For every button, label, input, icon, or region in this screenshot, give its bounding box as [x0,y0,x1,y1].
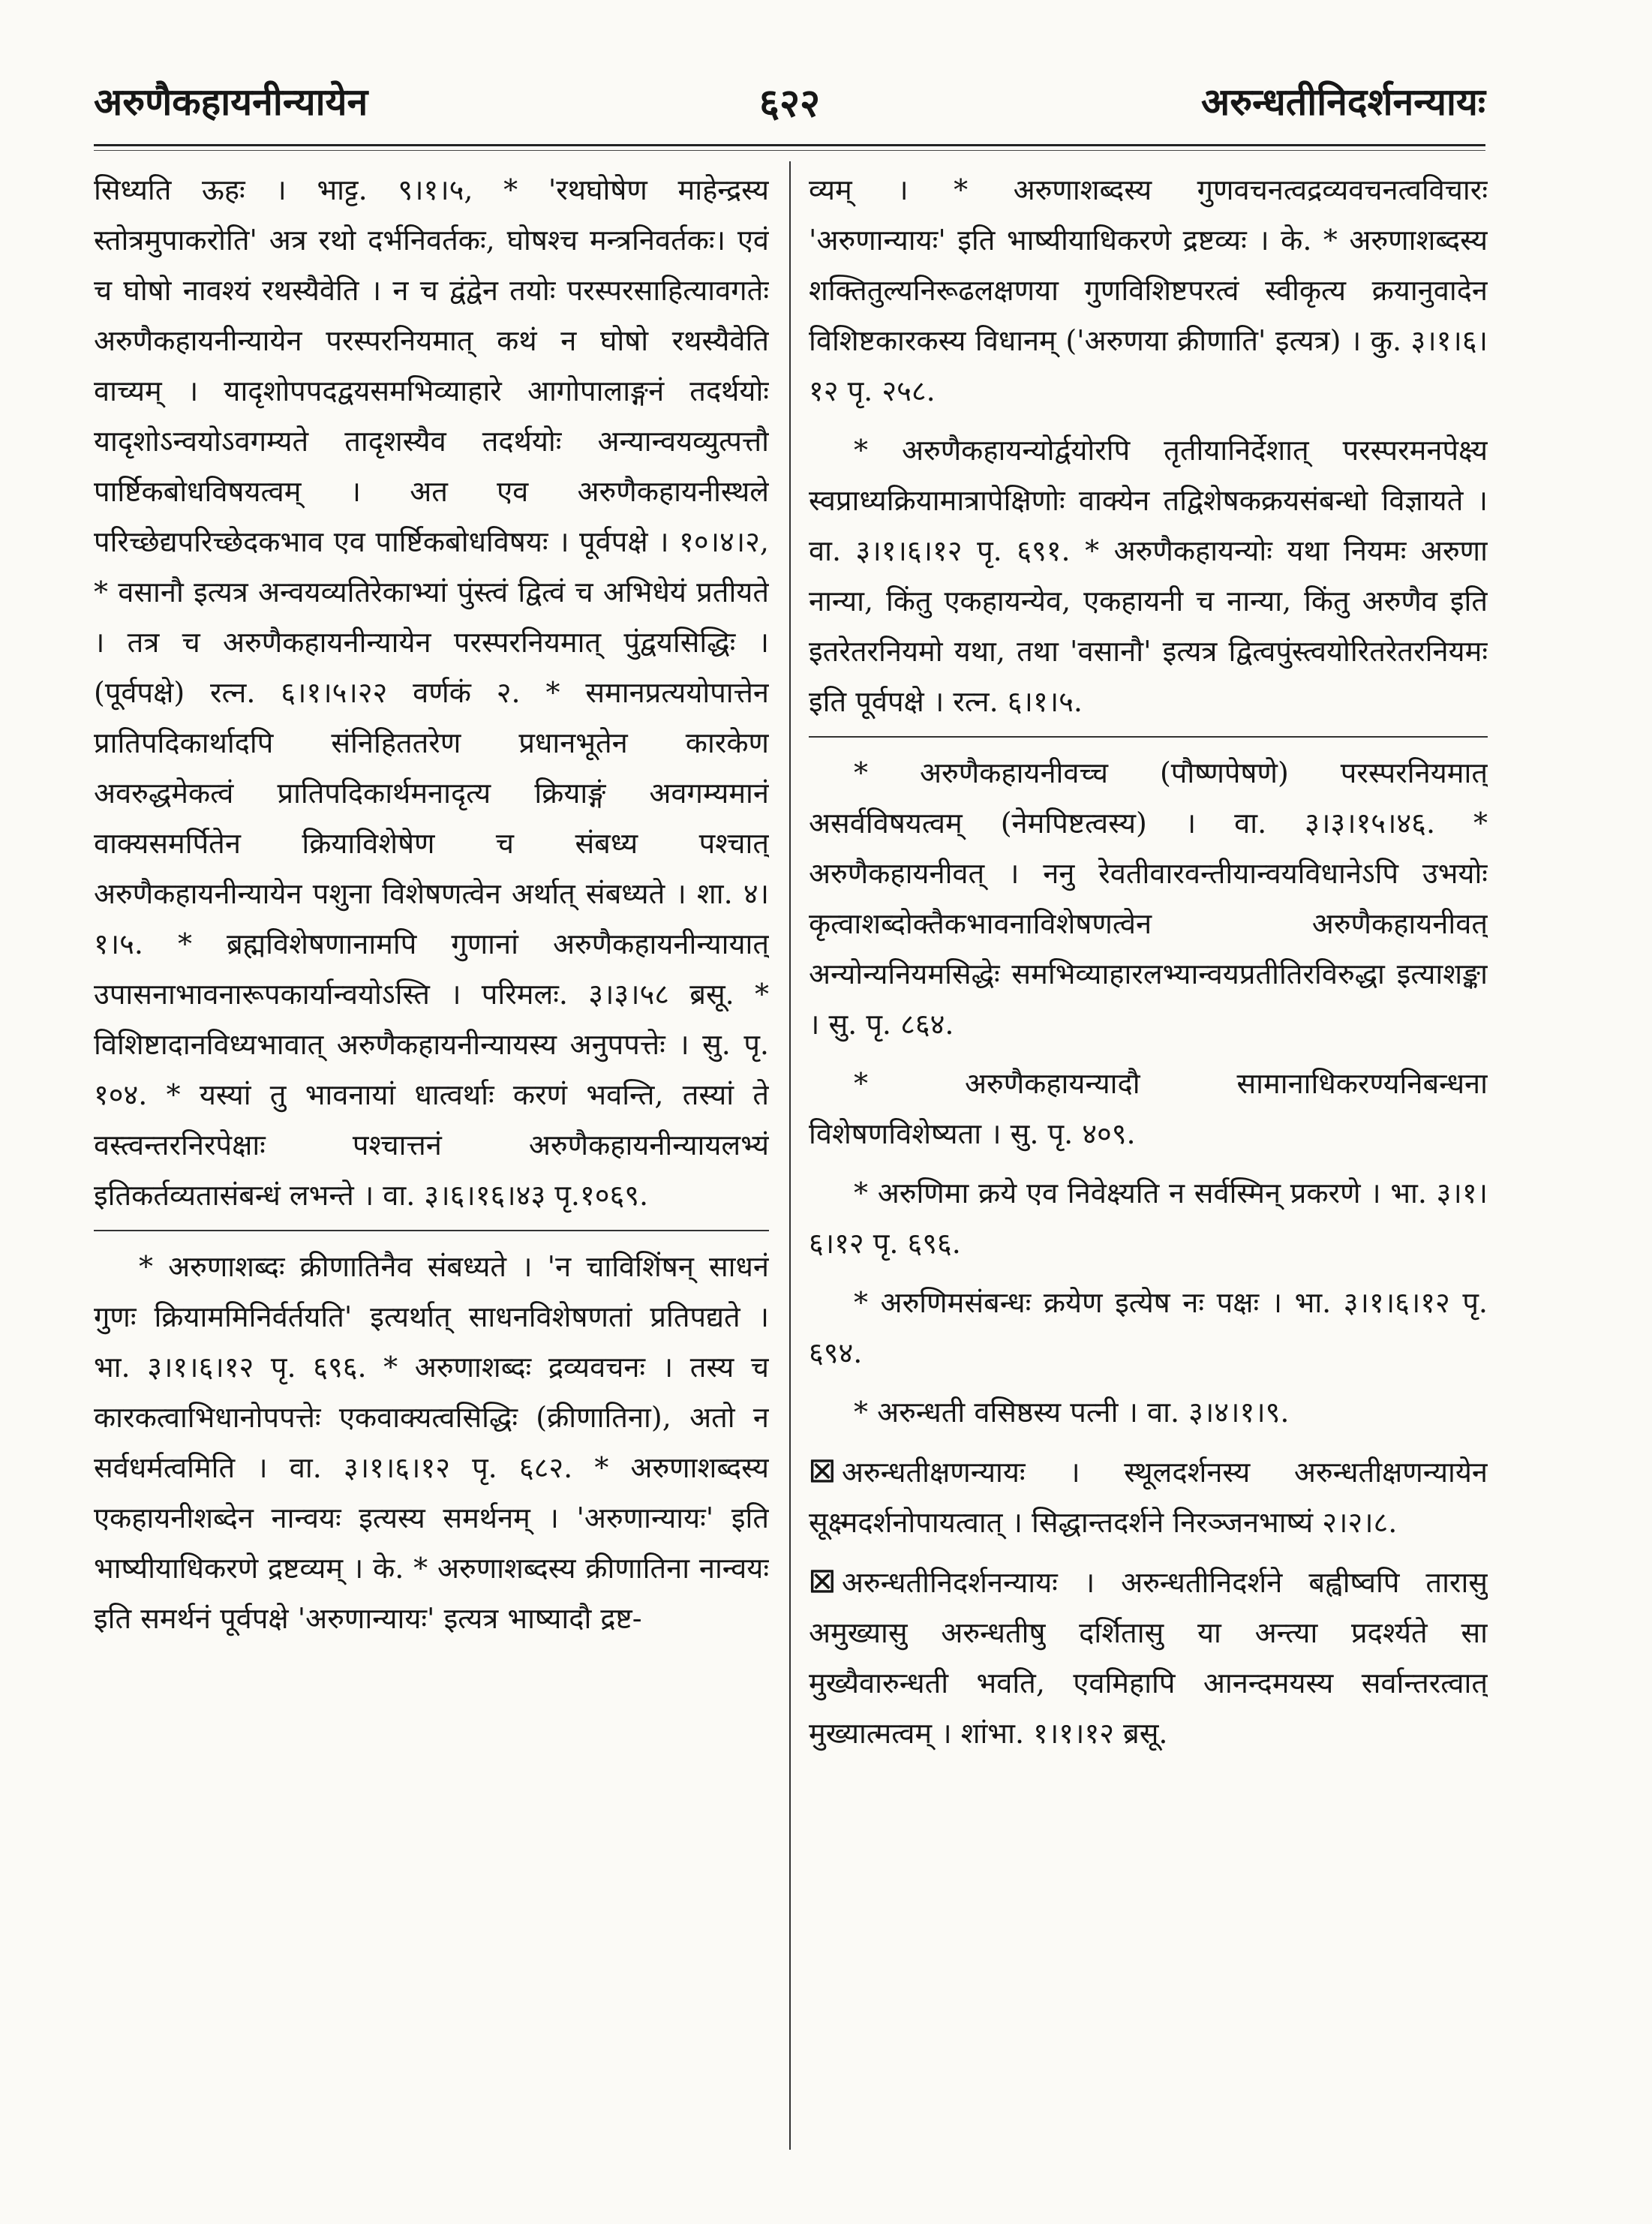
right-paragraph-9 [809,1557,1488,1759]
right-paragraph-6: * अरुणिमसंबन्धः क्रयेण इत्येष नः पक्षः । भा. ३।१।६।१२ पृ. ६९४. [809,1286,1488,1369]
header-rule [94,144,1485,146]
header-rule-thin [94,150,1485,151]
left-paragraph-2: * अरुणाशब्दः क्रीणातिनैव संबध्यते । 'न चाविशिंषन् साधनं गुणः क्रियाममिनिर्वर्तयति' इत्यर्थात् साधनविशेषणतां प्रतिपद्यते । भा. ३।१।६।१२ पृ. ६९६. * अरुणाशब्दः द्रव्यवचनः । तस्य च कारकत्वाभिधानोपपत्तेः एकवाक्यत्वसिद्धिः (क्रीणातिना), अतो न सर्वधर्मत्वमिति । वा. ३।१।६।१२ पृ. ६८२. * अरुणाशब्दस्य एकहायनीशब्देन नान्वयः इत्यस्य समर्थनम् । 'अरुणान्यायः' इति भाष्यीयाधिकरणे द्रष्टव्यम् । के. * अरुणाशब्दस्य क्रीणातिना नान्वयः इति समर्थनं पूर्वपक्षे 'अरुणान्यायः' इत्यत्र भाष्यादौ द्रष्ट- [94,1250,769,1635]
paragraph-separator [94,1230,769,1231]
running-head-left: अरुणैकहायनीन्यायेन [94,80,368,124]
left-column [94,165,769,2191]
right-paragraph-9-text: अरुन्धतीनिदर्शनन्यायः । अरुन्धतीनिदर्शने बह्वीष्वपि तारासु अमुख्यासु अरुन्धतीषु दर्शितासु या अन्त्या प्रदर्श्यते सा मुख्यैवारुन्धती भवति, एवमिहापि आनन्दमयस्य सर्वान्तरत्वात् मुख्यात्मत्वम् । शांभा. १।१।१२ ब्रसू. [809,1566,1488,1750]
running-head-right: अरुन्धतीनिदर्शनन्यायः [1201,80,1485,124]
column-divider [789,161,791,2150]
nyaya-marker-icon: ☒ [809,1564,836,1600]
right-paragraph-7: * अरुन्धती वसिष्ठस्य पत्नी । वा. ३।४।१।९. [854,1396,1290,1429]
right-paragraph-4: * अरुणैकहायन्यादौ सामानाधिकरण्यनिबन्धना विशेषणविशेष्यता । सु. पृ. ४०९. [809,1067,1488,1150]
right-column [809,165,1488,2191]
right-paragraph-8-text: अरुन्धतीक्षणन्यायः । स्थूलदर्शनस्य अरुन्धतीक्षणन्यायेन सूक्ष्मदर्शनोपायत्वात् । सिद्धान्तदर्शने निरञ्जनभाष्यं २।२।८. [809,1456,1488,1539]
paragraph-separator [809,736,1488,738]
left-paragraph-1: सिध्यति ऊहः । भाट्ट. ९।१।५, * 'रथघोषेण माहेन्द्रस्य स्तोत्रमुपाकरोति' अत्र रथो दर्भनिवर्तकः, घोषश्च मन्त्रनिवर्तकः। एवं च घोषो नावश्यं रथस्यैवेति । न च द्वंद्वेन तयोः परस्परसाहित्यावगतेः अरुणैकहायनीन्यायेन परस्परनियमात् कथं न घोषो रथस्यैवेति वाच्यम् । यादृशोपपदद्वयसमभिव्याहारे आगोपालाङ्गनं तदर्थयोः यादृशोऽन्वयोऽवगम्यते तादृशस्यैव तदर्थयोः अन्यान्वयव्युत्पत्तौ पार्ष्टिकबोधविषयत्वम् । अत एव अरुणैकहायनीस्थले परिच्छेद्यपरिच्छेदकभाव एव पार्ष्टिकबोधविषयः । पूर्वपक्षे । १०।४।२, * वसानौ इत्यत्र अन्वयव्यतिरेकाभ्यां पुंस्त्वं द्वित्वं च अभिधेयं प्रतीयते । तत्र च अरुणैकहायनीन्यायेन परस्परनियमात् पुंद्वयसिद्धिः । (पूर्वपक्षे) रत्न. ६।१।५।२२ वर्णकं २. * समानप्रत्ययोपात्तेन प्रातिपदिकार्थादपि संनिहिततरेण प्रधानभूतेन कारकेण अवरुद्धमेकत्वं प्रातिपदिकार्थमनादृत्य क्रियाङ्गं अवगम्यमानं वाक्यसमर्पितेन क्रियाविशेषेण च संबध्य पश्चात् अरुणैकहायनीन्यायेन पशुना विशेषणत्वेन अर्थात् संबध्यते । शा. ४।१।५. * ब्रह्मविशेषणानामपि गुणानां अरुणैकहायनीन्यायात् उपासनाभावनारूपकार्यान्वयोऽस्ति । परिमलः. ३।३।५८ ब्रसू. * विशिष्टादानविध्यभावात् अरुणैकहायनीन्यायस्य अनुपपत्तेः । सु. पृ. १०४. * यस्यां तु भावनायां धात्वर्थाः करणं भवन्ति, तस्यां ते वस्त्वन्तरनिरपेक्षाः पश्चात्तनं अरुणैकहायनीन्यायलभ्यं इतिकर्तव्यतासंबन्धं लभन्ते । वा. ३।६।१६।४३ पृ.१०६९. [94,173,769,1212]
nyaya-marker-icon: ☒ [809,1454,836,1489]
right-paragraph-5: * अरुणिमा क्रये एव निवेक्ष्यति न सर्वस्मिन् प्रकरणे । भा. ३।१।६।१२ पृ. ६९६. [809,1177,1488,1260]
page-number: ६२२ [758,80,821,126]
page-header [94,75,1485,135]
right-paragraph-3: * अरुणैकहायनीवच्च (पौष्णपेषणे) परस्परनियमात् असर्वविषयत्वम् (नेमपिष्टत्वस्य) । वा. ३।३।१५।४६. * अरुणैकहायनीवत् । ननु रेवतीवारवन्तीयान्वयविधानेऽपि उभयोः कृत्वाशब्दोक्तैकभावनाविशेषणत्वेन अरुणैकहायनीवत् अन्योन्यनियमसिद्धेः समभिव्याहारलभ्यान्वयप्रतीतिरविरुद्धा इत्याशङ्का । सु. पृ. ८६४. [809,756,1488,1041]
right-paragraph-8 [809,1447,1488,1548]
right-paragraph-1: व्यम् । * अरुणाशब्दस्य गुणवचनत्वद्रव्यवचनत्वविचारः 'अरुणान्यायः' इति भाष्यीयाधिकरणे द्रष्टव्यः । के. * अरुणाशब्दस्य शक्तितुल्यनिरूढलक्षणया गुणविशिष्टपरत्वं स्वीकृत्य क्रयानुवादेन विशिष्टकारकस्य विधानम् ('अरुणया क्रीणाति' इत्यत्र) । कु. ३।१।६।१२ पृ. २५८. [809,173,1488,407]
right-paragraph-2: * अरुणैकहायन्योर्द्वयोरपि तृतीयानिर्देशात् परस्परमनपेक्ष्य स्वप्राध्यक्रियामात्रापेक्षिणोः वाक्येन तद्विशेषकक्रयसंबन्धो विज्ञायते । वा. ३।१।६।१२ पृ. ६९१. * अरुणैकहायन्योः यथा नियमः अरुणा नान्या, किंतु एकहायन्येव, एकहायनी च नान्या, किंतु अरुणैव इति इतरेतरनियमो यथा, तथा 'वसानौ' इत्यत्र द्वित्वपुंस्त्वयोरितरेतरनियमः इति पूर्वपक्षे । रत्न. ६।१।५. [809,434,1488,718]
